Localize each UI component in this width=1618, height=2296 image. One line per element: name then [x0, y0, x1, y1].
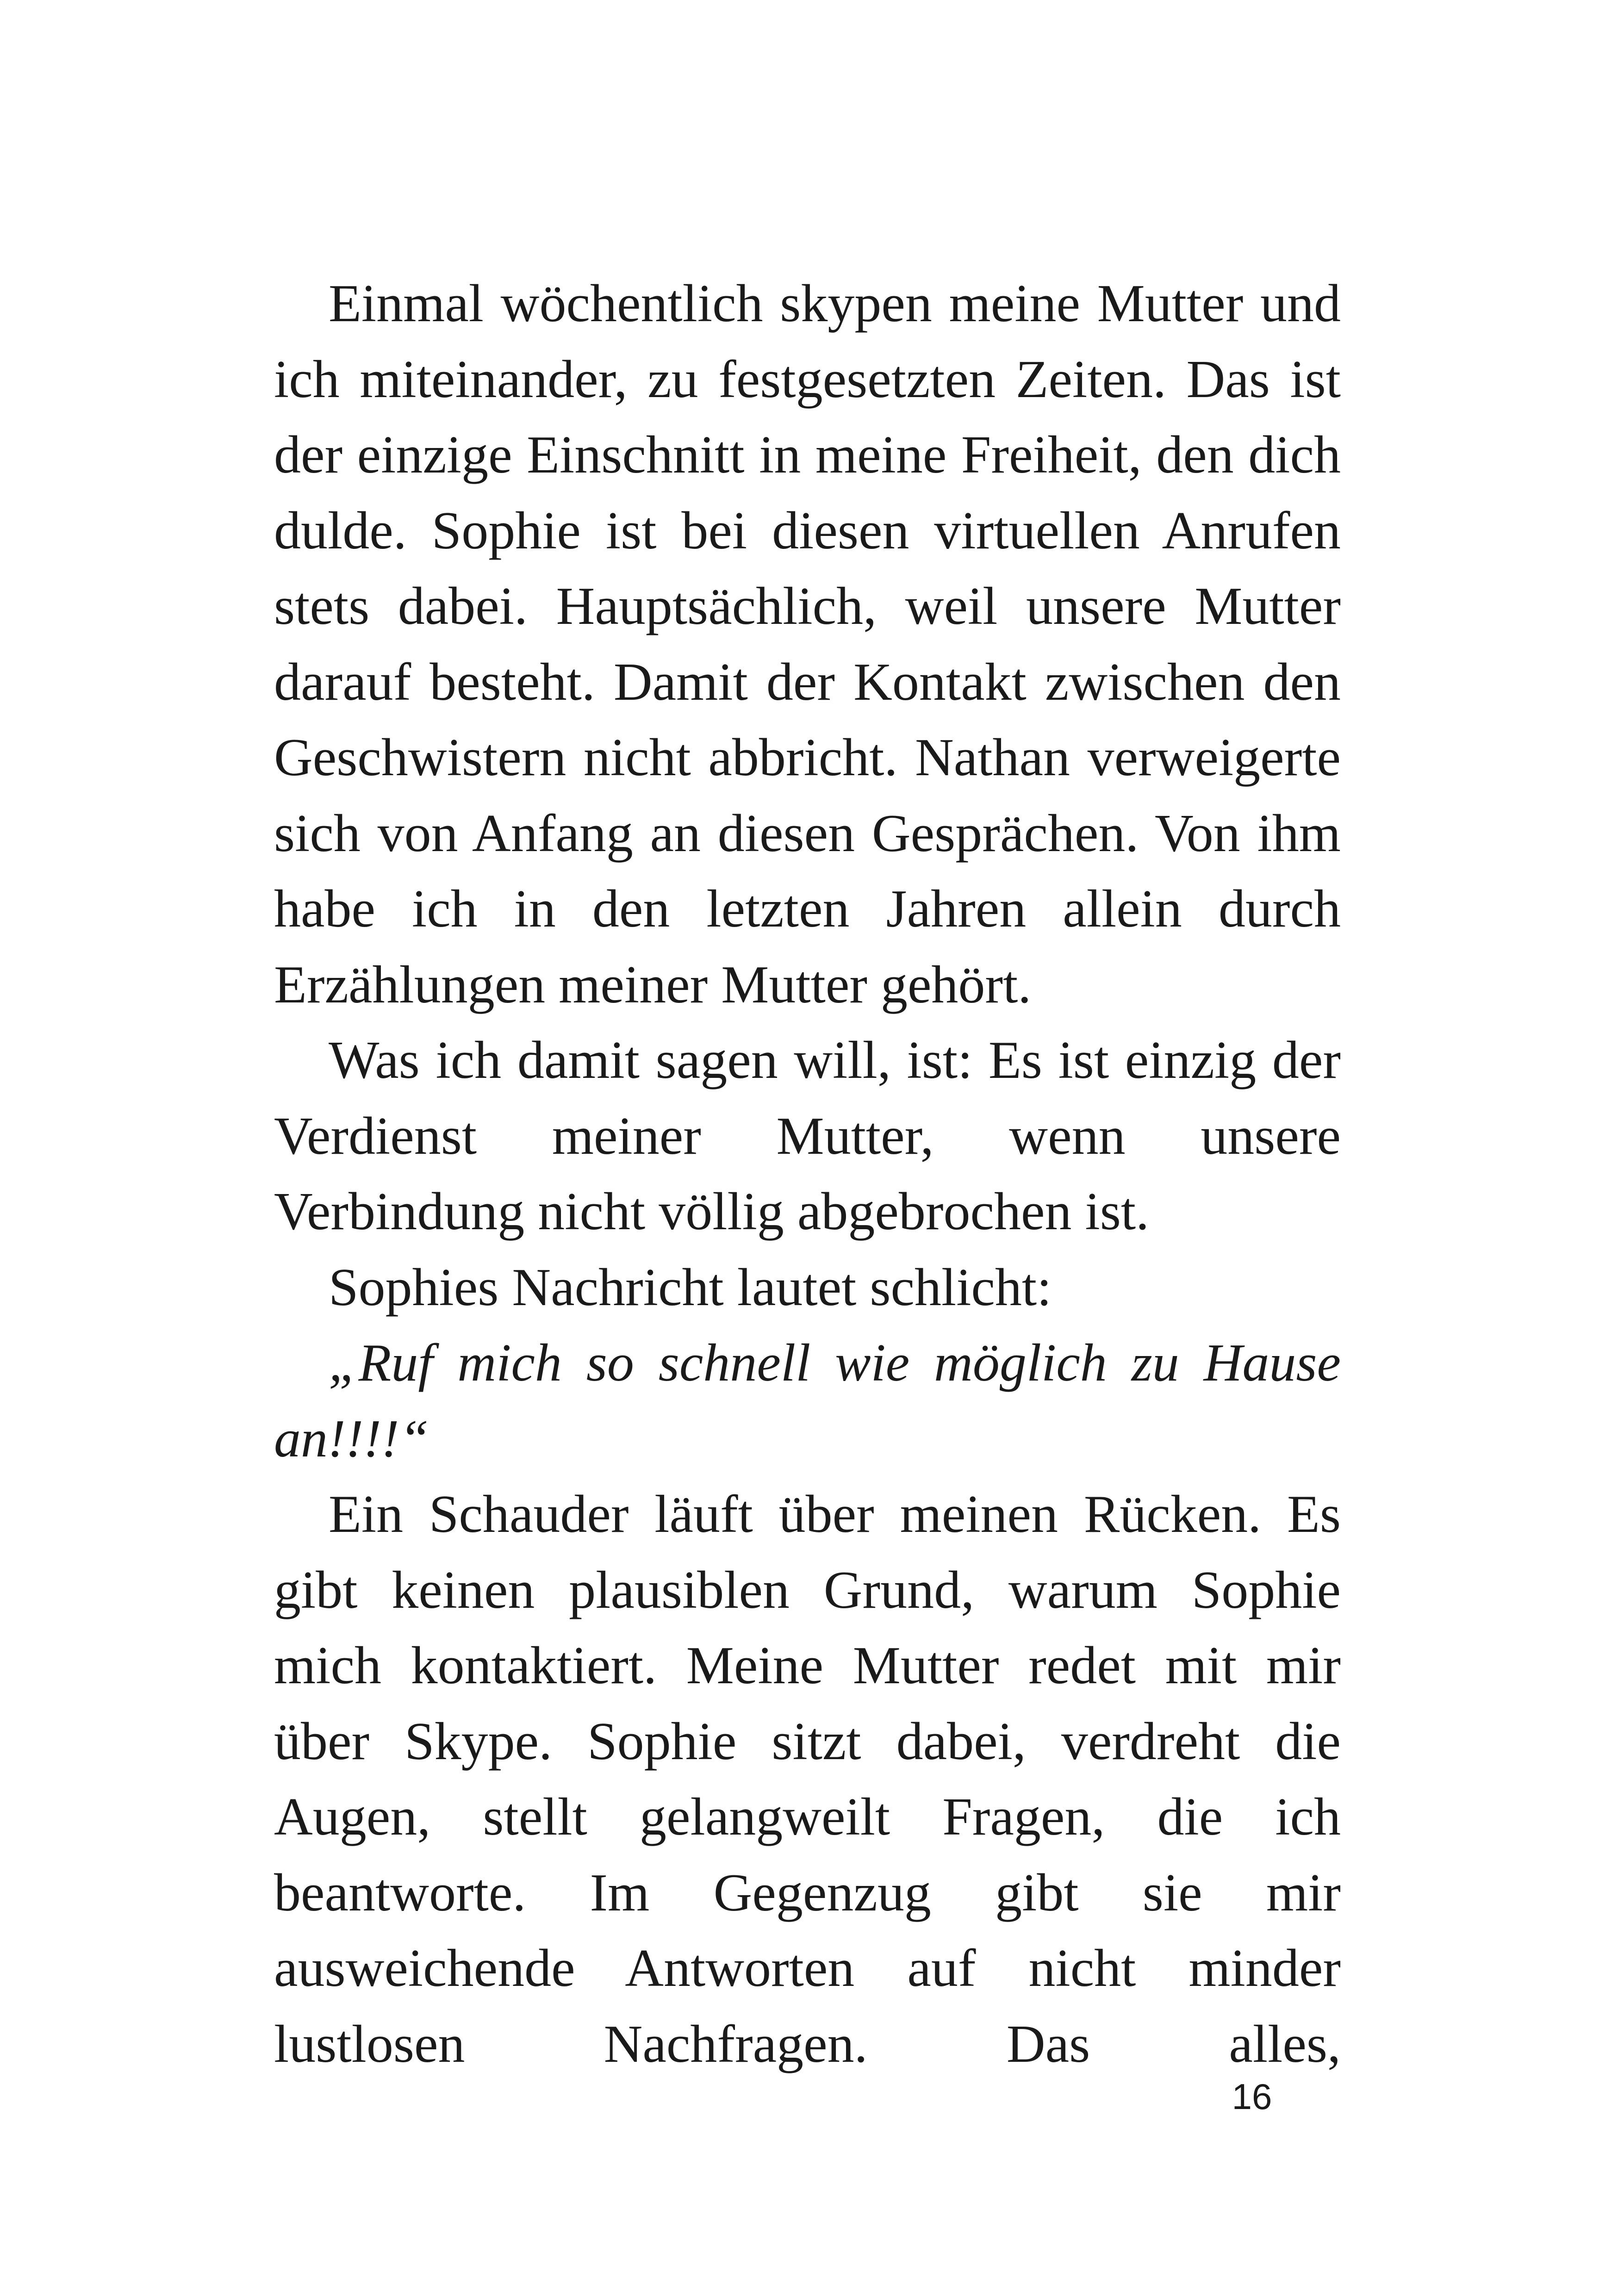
page-number: 16 [1232, 2076, 1272, 2117]
body-text [274, 266, 1341, 2082]
paragraph: Sophies Nachricht lautet schlicht: [329, 1257, 1052, 1317]
quoted-message: „Ruf mich so schnell wie möglich zu Hause an!!!!“ [274, 1333, 1341, 1468]
paragraph: Was ich damit sagen will, ist: Es ist einzig der Verdienst meiner Mutter, wenn unsere Verbindung nicht völlig abgebrochen ist. [274, 1031, 1341, 1241]
paragraph: Ein Schauder läuft über meinen Rücken. Es gibt keinen plausiblen Grund, warum Sophie mich kontaktiert. Meine Mutter redet mit mir über Skype. Sophie sitzt dabei, verdreht die Augen, stellt gelangweilt Fragen, die ich beantworte. Im Gegenzug gibt sie mir ausweichende Antworten auf nicht minder lustlosen Nachfragen. Das alles, [274, 1485, 1341, 2074]
paragraph: Einmal wöchentlich skypen meine Mutter und ich miteinander, zu festgesetzten Zeiten. Das ist der einzige Einschnitt in meine Freiheit, den dich dulde. Sophie ist bei diesen virtuellen Anrufen stets dabei. Hauptsächlich, weil unsere Mutter darauf besteht. Damit der Kontakt zwischen den Geschwistern nicht abbricht. Nathan verweigerte sich von Anfang an diesen Gesprächen. Von ihm habe ich in den letzten Jahren allein durch Erzählungen meiner Mutter gehört. [274, 274, 1341, 1014]
